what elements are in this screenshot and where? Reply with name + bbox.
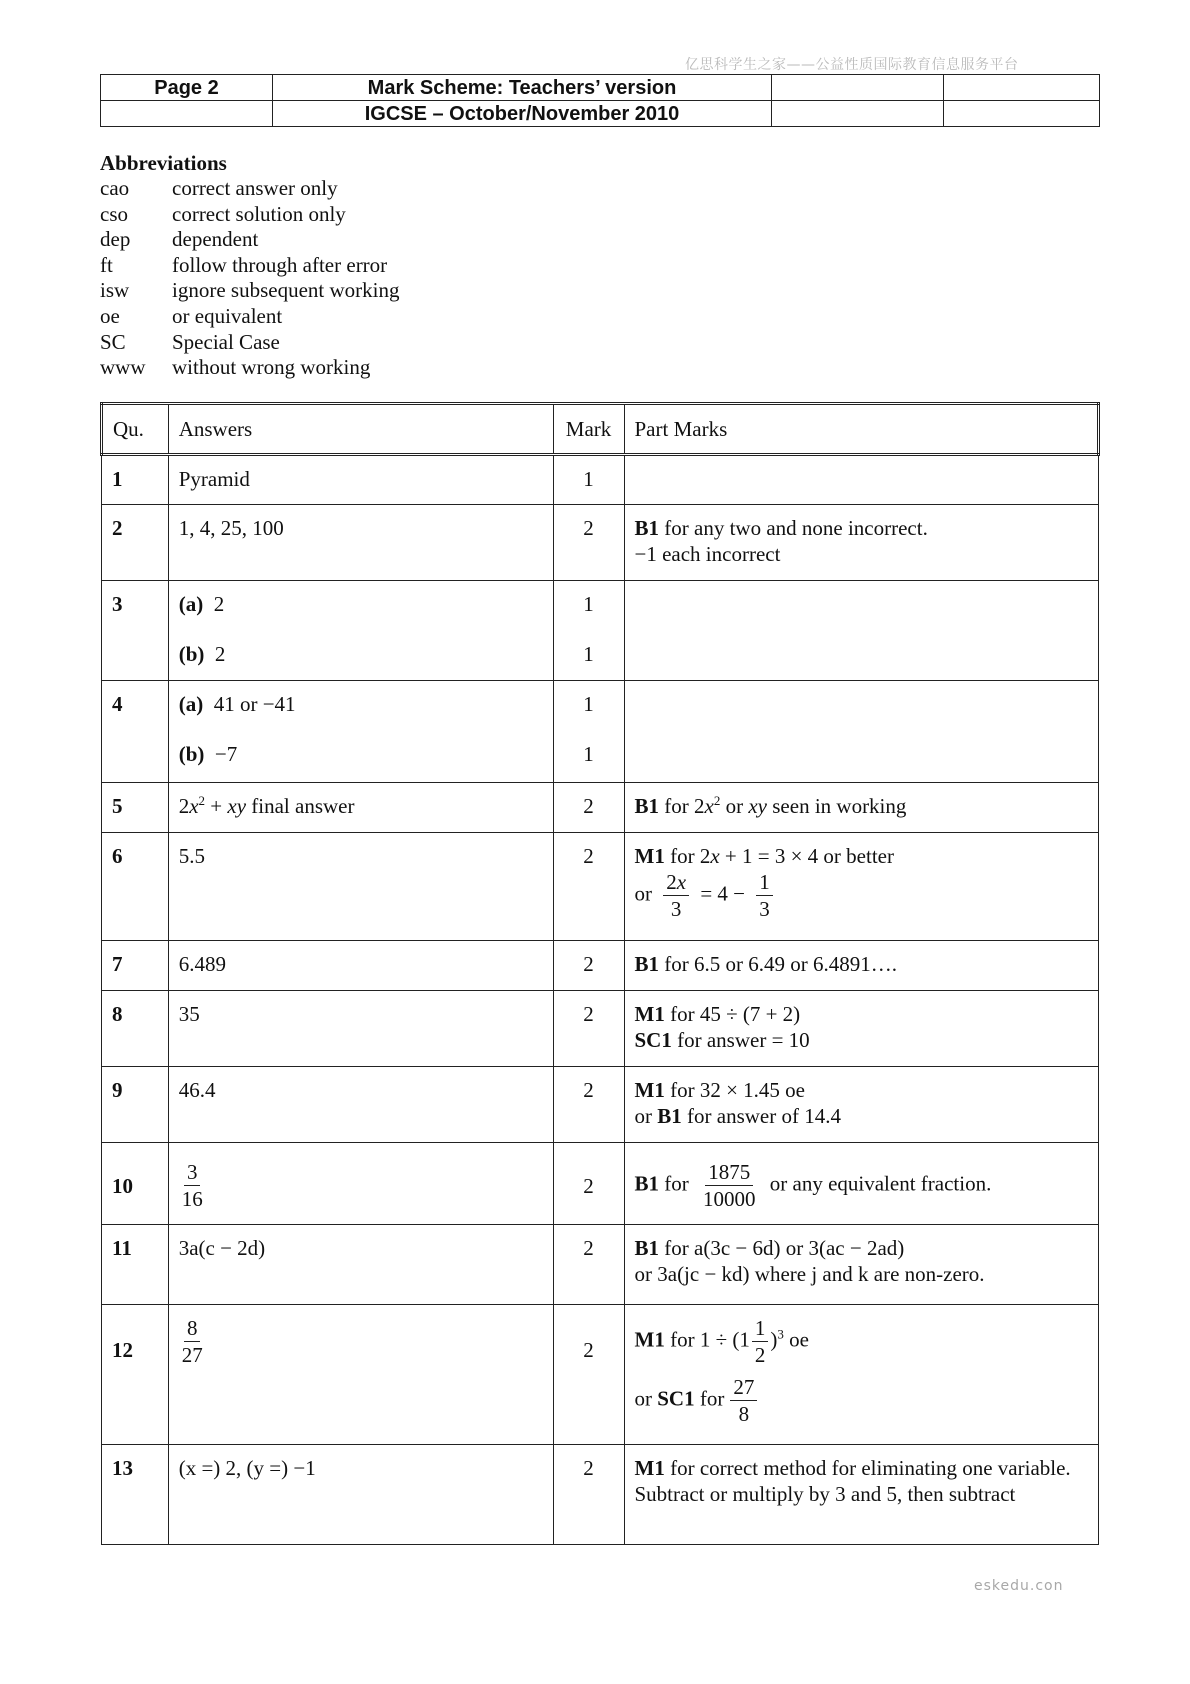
sub-part-label: (b)	[178, 642, 205, 666]
answer-fraction	[179, 1315, 206, 1368]
part-mark-line	[635, 1315, 1089, 1368]
part-mark-text: for answer = 10	[671, 1028, 810, 1052]
part-mark-text: for answer of 14.4	[681, 1104, 841, 1128]
mark-cell: 2	[553, 941, 624, 991]
answer-text: 2	[178, 794, 190, 818]
part-marks-cell	[624, 681, 1099, 783]
table-row	[102, 455, 1099, 505]
table-row	[102, 681, 1099, 783]
sub-answer	[179, 591, 543, 617]
part-mark-text: −1 each incorrect	[634, 542, 781, 566]
fraction-numerator: 3	[184, 1159, 201, 1186]
abbreviation-meaning: dependent	[172, 227, 259, 252]
question-number: 11	[102, 1225, 169, 1305]
answer-cell	[168, 783, 553, 833]
part-mark-text: for 32 × 1.45 oe	[664, 1078, 805, 1102]
question-number: 12	[102, 1305, 169, 1445]
sub-mark: 1	[583, 592, 594, 616]
column-header-part-marks: Part Marks	[624, 404, 1099, 455]
answer-cell: 1, 4, 25, 100	[168, 505, 553, 581]
answer-cell	[168, 1143, 553, 1225]
part-mark-text: )	[770, 1327, 778, 1352]
exponent: 3	[777, 1326, 784, 1342]
variable: x	[189, 794, 199, 818]
mark-code: M1	[634, 1002, 665, 1026]
part-mark-text: for any two and none incorrect.	[659, 516, 928, 540]
part-mark-line	[635, 515, 1089, 541]
mark-cell: 2	[553, 783, 624, 833]
mark-code: M1	[634, 1327, 665, 1352]
sub-part-label: (b)	[178, 742, 205, 766]
variable: xy	[748, 794, 767, 818]
answer-cell: 5.5	[168, 833, 553, 941]
abbreviation-code: SC	[100, 329, 126, 354]
abbreviation-meaning: follow through after error	[172, 252, 388, 277]
table-row	[102, 1067, 1099, 1143]
fraction-denominator: 27	[181, 1343, 203, 1367]
fraction-denominator: 2	[754, 1343, 766, 1367]
part-mark-text: + 1 = 3 × 4 or better	[719, 844, 894, 868]
part-marks-cell	[624, 1305, 1099, 1445]
mark-code: M1	[634, 1456, 665, 1480]
mark-cell: 2	[553, 833, 624, 941]
abbreviation-code: isw	[100, 278, 130, 303]
answer-cell: 3a(c − 2d)	[168, 1225, 553, 1305]
sub-answer	[179, 691, 543, 717]
fraction-numerator: 8	[184, 1315, 201, 1342]
fraction	[730, 1374, 757, 1427]
header-box	[100, 74, 1100, 127]
fraction-denominator: 16	[181, 1187, 203, 1211]
exponent: 2	[713, 793, 721, 808]
part-mark-text: for 2	[659, 794, 705, 818]
mark-code: B1	[657, 1104, 682, 1128]
abbreviation-item	[100, 202, 399, 228]
page-number: Page 2	[101, 75, 273, 101]
part-marks-cell	[624, 1445, 1099, 1545]
header-cell-empty	[944, 101, 1100, 127]
table-row	[102, 783, 1099, 833]
answer-cell: 6.489	[168, 941, 553, 991]
sub-answer-value: 2	[213, 592, 225, 616]
fraction	[752, 1315, 769, 1368]
abbreviations-section	[100, 150, 399, 381]
part-mark-line	[635, 1374, 1089, 1427]
part-mark-text: or	[634, 1104, 658, 1128]
fraction-numerator: 1	[752, 1315, 769, 1342]
part-mark-text: or	[634, 1386, 658, 1411]
sub-answer-value: −7	[214, 742, 238, 766]
sub-mark: 1	[583, 642, 594, 666]
part-mark-text: for	[694, 1386, 725, 1411]
sub-answer-value: 2	[214, 642, 226, 666]
question-number: 1	[102, 455, 169, 505]
watermark-top: 亿思科学生之家——公益性质国际教育信息服务平台	[685, 57, 1019, 73]
table-row	[102, 581, 1099, 681]
mark-cell: 2	[553, 1225, 624, 1305]
part-mark-text: or	[720, 794, 749, 818]
header-cell-empty	[944, 75, 1100, 101]
column-header-qu: Qu.	[102, 404, 169, 455]
fraction-denominator: 8	[738, 1402, 750, 1426]
abbreviation-item	[100, 176, 399, 202]
part-marks-cell	[624, 1143, 1099, 1225]
part-mark-text: for 45 ÷ (7 + 2)	[664, 1002, 801, 1026]
part-marks-cell	[624, 1225, 1099, 1305]
variable: x	[676, 870, 687, 894]
numerator-digit: 2	[666, 870, 677, 894]
mark-cell: 2	[553, 505, 624, 581]
question-number: 9	[102, 1067, 169, 1143]
mark-cell: 2	[553, 1305, 624, 1445]
question-number: 5	[102, 783, 169, 833]
part-marks-cell	[624, 1067, 1099, 1143]
abbreviation-code: ft	[100, 252, 113, 277]
mark-cell: 1	[553, 455, 624, 505]
answer-cell	[168, 1305, 553, 1445]
part-mark-text: or	[634, 881, 652, 906]
part-mark-line	[635, 1103, 1089, 1129]
table-row	[102, 1143, 1099, 1225]
part-mark-line	[635, 1027, 1089, 1053]
mark-cell: 2	[553, 1143, 624, 1225]
part-mark-line	[635, 1001, 1089, 1027]
part-mark-line	[635, 1235, 1089, 1261]
header-cell-empty	[772, 75, 944, 101]
abbreviation-item	[100, 227, 399, 253]
abbreviation-item	[100, 304, 399, 330]
mark-code: B1	[634, 952, 660, 976]
table-row	[102, 1445, 1099, 1545]
question-number: 2	[102, 505, 169, 581]
fraction	[663, 869, 689, 922]
sub-mark: 1	[583, 692, 594, 716]
mark-cell: 2	[553, 1067, 624, 1143]
abbreviations-heading: Abbreviations	[100, 151, 227, 175]
table-row	[102, 833, 1099, 941]
answer-text: +	[205, 794, 228, 818]
part-mark-text: for 2	[664, 844, 711, 868]
abbreviation-meaning: without wrong working	[172, 355, 371, 380]
abbreviation-item	[100, 253, 399, 279]
sub-mark: 1	[583, 742, 594, 766]
question-number: 6	[102, 833, 169, 941]
question-number: 10	[102, 1143, 169, 1225]
sub-part-label: (a)	[178, 592, 204, 616]
part-mark-line	[635, 843, 1089, 869]
fraction-denominator: 10000	[703, 1187, 756, 1211]
question-number: 4	[102, 681, 169, 783]
part-mark-text: or any equivalent fraction.	[769, 1171, 992, 1196]
fraction-denominator: 3	[759, 897, 770, 921]
question-number: 7	[102, 941, 169, 991]
part-mark-text: for	[659, 1171, 689, 1196]
mark-code: B1	[634, 794, 660, 818]
mark-cell	[553, 581, 624, 681]
variable: x	[704, 794, 714, 818]
table-row	[102, 505, 1099, 581]
part-mark-text: = 4 −	[700, 881, 746, 906]
fraction-numerator: 1875	[705, 1159, 753, 1186]
mark-code: B1	[634, 516, 660, 540]
column-header-answers: Answers	[168, 404, 553, 455]
abbreviation-code: cso	[100, 201, 128, 226]
abbreviation-code: cao	[100, 176, 130, 200]
sub-answer	[179, 741, 543, 767]
table-row	[102, 941, 1099, 991]
header-cell-empty	[101, 101, 273, 127]
exponent: 2	[198, 793, 206, 808]
part-mark-text: seen in working	[767, 794, 907, 818]
part-mark-text: for 6.5 or 6.49 or 6.4891….	[659, 952, 897, 976]
abbreviation-meaning: correct solution only	[172, 201, 346, 226]
part-marks-cell	[624, 505, 1099, 581]
answer-cell	[168, 581, 553, 681]
abbreviation-item	[100, 278, 399, 304]
part-mark-text: oe	[783, 1327, 809, 1352]
mark-cell: 2	[553, 991, 624, 1067]
mark-code: M1	[634, 1078, 665, 1102]
sub-answer	[179, 641, 543, 667]
variable: xy	[227, 794, 247, 818]
part-mark-line	[635, 1077, 1089, 1103]
mark-code: B1	[634, 1171, 660, 1196]
abbreviation-code: dep	[100, 227, 131, 252]
abbreviation-item	[100, 355, 399, 381]
variable: x	[710, 844, 720, 868]
part-mark-text: for 1 ÷ (1	[664, 1327, 750, 1352]
question-number: 3	[102, 581, 169, 681]
table-row	[102, 1305, 1099, 1445]
fraction	[756, 869, 773, 922]
part-mark-line	[635, 869, 1089, 922]
abbreviation-item	[100, 330, 399, 356]
abbreviation-meaning: ignore subsequent working	[172, 278, 400, 303]
mark-code: SC1	[657, 1386, 695, 1411]
fraction-numerator: 1	[756, 869, 773, 896]
answer-cell: 35	[168, 991, 553, 1067]
sub-part-label: (a)	[178, 692, 204, 716]
table-row	[102, 991, 1099, 1067]
fraction-numerator: 27	[730, 1374, 757, 1401]
mark-scheme-table	[100, 402, 1100, 1545]
question-number: 13	[102, 1445, 169, 1545]
part-mark-text: or 3a(jc − kd) where j and k are non-zero.	[634, 1262, 985, 1286]
mark-cell	[553, 681, 624, 783]
part-marks-cell	[624, 991, 1099, 1067]
answer-fraction	[179, 1159, 206, 1212]
table-row	[102, 1225, 1099, 1305]
answer-cell	[168, 681, 553, 783]
answer-cell: Pyramid	[168, 455, 553, 505]
abbreviation-meaning: Special Case	[172, 329, 280, 354]
sub-answer-value: 41 or −41	[213, 692, 296, 716]
answer-cell: 46.4	[168, 1067, 553, 1143]
question-number: 8	[102, 991, 169, 1067]
part-marks-cell	[624, 455, 1099, 505]
part-marks-cell	[624, 833, 1099, 941]
document-title: Mark Scheme: Teachers’ version	[273, 75, 772, 101]
fraction-numerator	[663, 869, 689, 896]
mark-code: SC1	[634, 1028, 672, 1052]
fraction-denominator: 3	[670, 897, 682, 921]
abbreviation-code: www	[100, 355, 146, 380]
part-mark-text: for a(3c − 6d) or 3(ac − 2ad)	[659, 1236, 905, 1260]
mark-code: B1	[634, 1236, 660, 1260]
part-marks-cell	[624, 783, 1099, 833]
abbreviation-meaning: or equivalent	[172, 303, 283, 328]
abbreviation-code: oe	[100, 303, 120, 328]
exam-session: IGCSE – October/November 2010	[273, 101, 772, 127]
part-marks-cell	[624, 941, 1099, 991]
mark-cell: 2	[553, 1445, 624, 1545]
fraction	[700, 1159, 759, 1212]
part-marks-cell	[624, 581, 1099, 681]
abbreviation-meaning: correct answer only	[172, 176, 338, 200]
header-cell-empty	[772, 101, 944, 127]
answer-cell: (x =) 2, (y =) −1	[168, 1445, 553, 1545]
part-mark-text: for correct method for eliminating one variable. Subtract or multiply by 3 and 5, then subtract	[634, 1456, 1071, 1506]
table-header-row	[102, 404, 1099, 455]
mark-code: M1	[634, 844, 665, 868]
answer-text: final answer	[246, 794, 355, 818]
watermark-bottom: eskedu.con	[974, 1578, 1064, 1594]
column-header-mark: Mark	[553, 404, 624, 455]
